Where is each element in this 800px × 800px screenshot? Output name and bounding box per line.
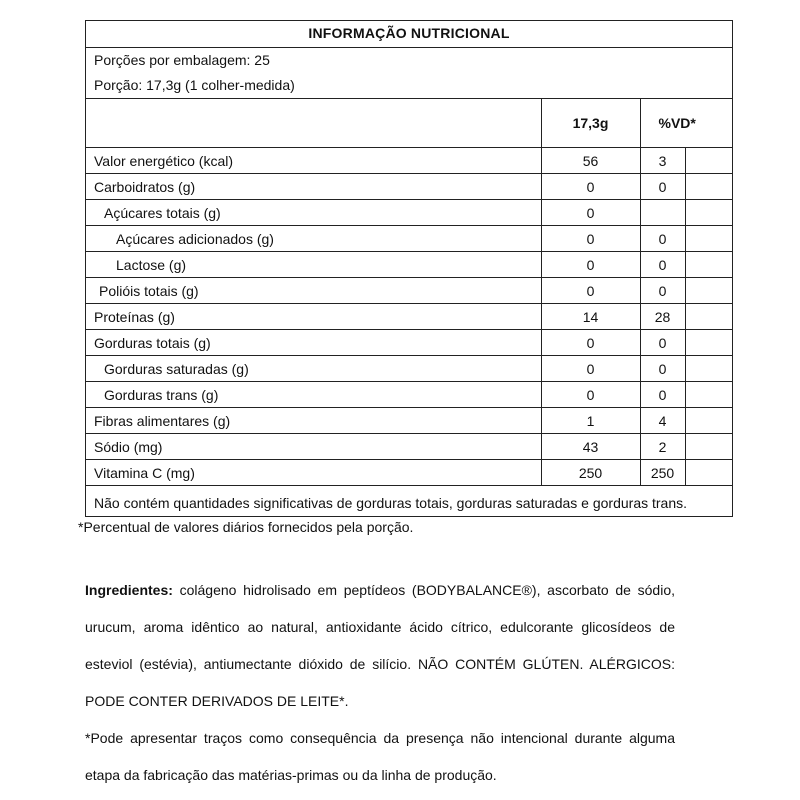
table-row xyxy=(86,434,732,460)
nutrient-value: 0 xyxy=(541,200,640,226)
extra-cell xyxy=(685,330,732,356)
label-footer-note: Não contém quantidades significativas de gorduras totais, gorduras saturadas e gorduras trans. xyxy=(86,485,732,535)
nutrient-value: 0 xyxy=(541,226,640,252)
table-header-row xyxy=(86,99,732,148)
ingredients-paragraph xyxy=(85,572,675,720)
label-title: INFORMAÇÃO NUTRICIONAL xyxy=(86,21,732,48)
nutrient-vd xyxy=(640,200,685,226)
table-row xyxy=(86,382,732,408)
table-row xyxy=(86,356,732,382)
table-row xyxy=(86,252,732,278)
table-row xyxy=(86,304,732,330)
trace-note: *Pode apresentar traços como consequência da presença não intencional durante alguma etapa da fabricação das matérias-primas ou da linha de produção. xyxy=(85,730,675,783)
extra-cell xyxy=(685,278,732,304)
nutrient-vd: 250 xyxy=(640,460,685,486)
nutrient-value: 0 xyxy=(541,382,640,408)
extra-cell xyxy=(685,408,732,434)
table-row xyxy=(86,148,732,174)
servings-per-package: Porções por embalagem: 25 xyxy=(94,52,270,68)
extra-cell xyxy=(685,174,732,200)
extra-cell xyxy=(685,226,732,252)
extra-cell xyxy=(685,252,732,278)
nutrient-name: Proteínas (g) xyxy=(94,308,175,325)
table-row xyxy=(86,278,732,304)
nutrient-vd: 3 xyxy=(640,148,685,174)
nutrient-vd: 0 xyxy=(640,252,685,278)
nutrient-value: 56 xyxy=(541,148,640,174)
ingredients-section xyxy=(85,572,675,794)
nutrient-name: Polióis totais (g) xyxy=(99,282,199,299)
nutrient-vd: 0 xyxy=(640,226,685,252)
nutrient-name: Carboidratos (g) xyxy=(94,178,196,195)
nutrient-vd: 2 xyxy=(640,434,685,460)
nutrient-name: Gorduras saturadas (g) xyxy=(104,360,249,377)
nutrient-value: 0 xyxy=(541,252,640,278)
nutrient-name: Gorduras trans (g) xyxy=(104,386,219,403)
nutrient-value: 0 xyxy=(541,356,640,382)
nutrient-vd: 0 xyxy=(640,356,685,382)
nutrient-name: Fibras alimentares (g) xyxy=(94,412,231,429)
nutrient-value: 1 xyxy=(541,408,640,434)
nutrient-name: Valor energético (kcal) xyxy=(94,152,234,169)
header-vd: %VD* xyxy=(640,99,732,148)
header-amount: 17,3g xyxy=(541,99,640,148)
nutrient-vd: 0 xyxy=(640,382,685,408)
nutrient-vd: 0 xyxy=(640,278,685,304)
extra-cell xyxy=(685,304,732,330)
extra-cell xyxy=(685,148,732,174)
nutrient-name: Sódio (mg) xyxy=(94,438,163,455)
table-row xyxy=(86,408,732,434)
extra-cell xyxy=(685,434,732,460)
extra-cell xyxy=(685,356,732,382)
nutrient-vd: 0 xyxy=(640,330,685,356)
serving-size: Porção: 17,3g (1 colher-medida) xyxy=(94,77,295,93)
nutrient-name: Açúcares adicionados (g) xyxy=(116,230,274,247)
nutrition-table xyxy=(86,98,732,485)
table-row xyxy=(86,460,732,486)
nutrient-value: 250 xyxy=(541,460,640,486)
percent-daily-value-note: *Percentual de valores diários fornecidos pela porção. xyxy=(78,519,414,535)
nutrient-name: Gorduras totais (g) xyxy=(94,334,211,351)
nutrient-value: 0 xyxy=(541,278,640,304)
table-row xyxy=(86,174,732,200)
ingredients-text: colágeno hidrolisado em peptídeos (BODYBALANCE®), ascorbato de sódio, urucum, aroma idêntico ao natural, antioxidante ácido cítrico, edulcorante glicosídeos de esteviol (estévia), antiumectante dióxido de silício. NÃO CONTÉM GLÚTEN. ALÉRGICOS: PODE CONTER DERIVADOS DE LEITE*. xyxy=(85,582,675,709)
nutrient-vd: 28 xyxy=(640,304,685,330)
extra-cell xyxy=(685,382,732,408)
nutrient-vd: 0 xyxy=(640,174,685,200)
table-row xyxy=(86,226,732,252)
extra-cell xyxy=(685,460,732,486)
nutrient-name: Açúcares totais (g) xyxy=(104,204,221,221)
ingredients-heading: Ingredientes: xyxy=(85,582,173,598)
nutrition-facts-label xyxy=(85,20,733,517)
nutrient-name: Lactose (g) xyxy=(116,256,187,273)
table-row xyxy=(86,330,732,356)
nutrient-vd: 4 xyxy=(640,408,685,434)
nutrient-value: 14 xyxy=(541,304,640,330)
nutrient-value: 43 xyxy=(541,434,640,460)
nutrient-value: 0 xyxy=(541,330,640,356)
nutrient-name: Vitamina C (mg) xyxy=(94,464,195,481)
nutrient-value: 0 xyxy=(541,174,640,200)
table-row xyxy=(86,200,732,226)
extra-cell xyxy=(685,200,732,226)
header-blank-cell xyxy=(86,99,541,148)
